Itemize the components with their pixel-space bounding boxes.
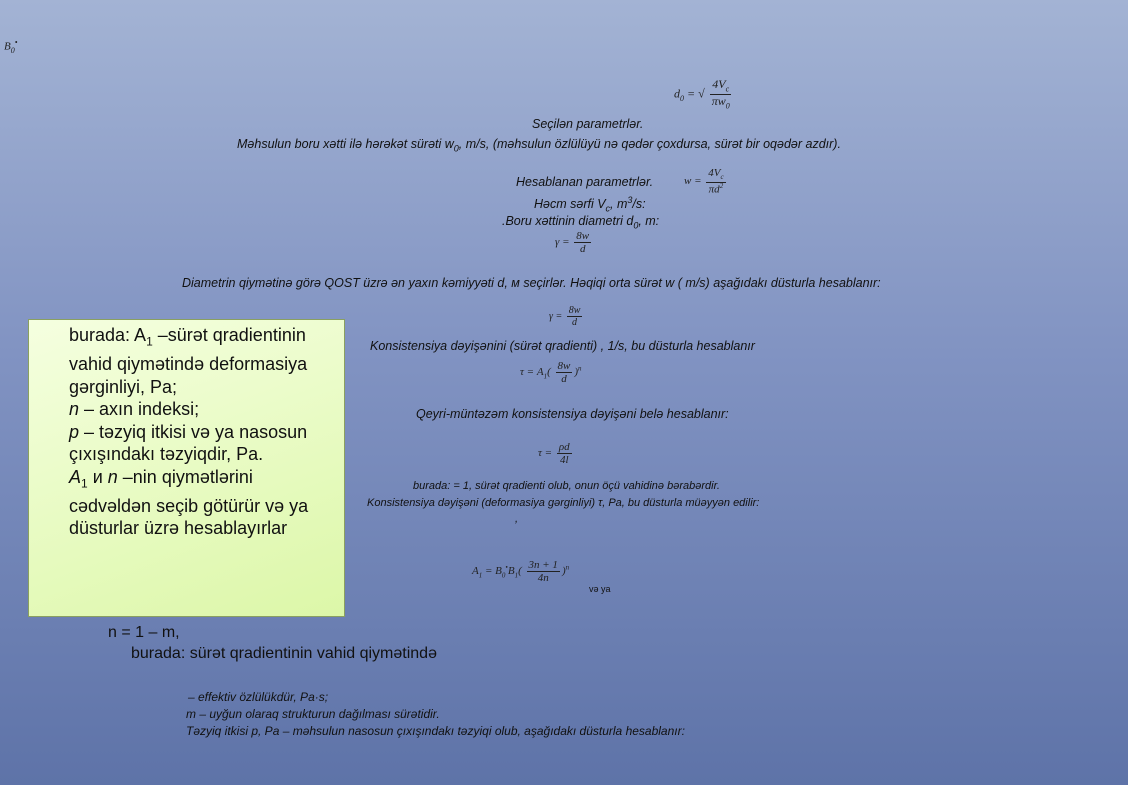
tau1-denominator: d bbox=[561, 373, 567, 386]
volume-flow-label: Həcm sərfi $V_c$, $m^3/s$: bbox=[534, 195, 646, 214]
calc-params-heading: Hesablanan parametrlər. bbox=[516, 175, 654, 189]
box-line-a1-n: $A_1$ и n –nin qiymətlərini cədvəldən seçib götürür və ya düsturlar üzrə hesablayırlar bbox=[69, 466, 309, 539]
tau1-numerator: 8w bbox=[557, 360, 571, 372]
gamma2-fraction bbox=[567, 305, 583, 328]
burada-consistency-text: Konsistensiya dəyişəni (deformasiya gərginliyi) τ, Pa, bu düsturla müəyyən edilir: bbox=[367, 497, 760, 509]
d0-numerator: $4V_c$ bbox=[712, 77, 730, 94]
selected-params-heading: Seçilən parametrlər. bbox=[532, 117, 644, 131]
box-line-a1: burada: $A_1$ –sürət qradientinin vahid qiymətində deformasiya gərginliyi, Pa; bbox=[69, 325, 308, 397]
corner-b-symbol: B bbox=[4, 40, 11, 53]
ve-ya-text: və ya bbox=[589, 584, 611, 594]
gamma1-numerator: 8w bbox=[576, 230, 590, 242]
tau2-denominator: 4l bbox=[559, 454, 569, 467]
gamma-formula-2: γ = $\frac{8w}{d}$ bbox=[549, 305, 581, 328]
comma-mark: , bbox=[515, 513, 519, 525]
pressure-loss-text: Təzyiq itkisi p, Pa – məhsulun nasosun çıxışındakı təzyiqi olub, aşağıdakı düsturla hesablanır: bbox=[186, 724, 685, 738]
corner-formula-b0: $B_0^•$ bbox=[4, 38, 18, 55]
a1-formula: $A_1 = B_0^•B_1$( $\frac{3n + 1}{4n}$ )$^n$ bbox=[472, 559, 570, 585]
definitions-box bbox=[28, 319, 345, 617]
a1-fraction bbox=[527, 559, 560, 584]
tau1-fraction bbox=[556, 360, 573, 385]
d0-formula: $d_0$ = √ $\frac{4V_c}{\pi w_0}$ bbox=[674, 77, 730, 111]
velocity-description: Məhsulun boru xətti ilə hərəkət sürəti $w_0$, m/s, (məhsulun özlülüyü nə qədər çoxdursa, sürət bir oqədər azdır). bbox=[237, 137, 841, 154]
tau2-numerator: ρd bbox=[558, 441, 570, 453]
effective-viscosity-text: – effektiv özlülükdür, Pa·s; bbox=[188, 690, 329, 704]
gamma-formula-1: γ = $\frac{8w}{d}$ bbox=[555, 230, 590, 256]
non-uniform-text: Qeyri-müntəzəm konsistensiya dəyişəni belə hesablanır: bbox=[416, 407, 729, 421]
w-fraction bbox=[706, 167, 725, 196]
box-line-n: n – axın indeksi; bbox=[69, 399, 200, 420]
a1-numerator: 3n + 1 bbox=[528, 559, 558, 571]
box-line-p: p – təzyiq itkisi və ya nasosun çıxışındakı təzyiqdir, Pa. bbox=[69, 421, 308, 465]
tau-formula-1: $\tau = A_1$( $\frac{8w}{d}$ )$^n$ bbox=[520, 360, 582, 386]
n-equals-formula: n = 1 – m, bbox=[108, 624, 180, 641]
a1-denominator: 4n bbox=[537, 572, 549, 585]
gamma1-fraction bbox=[574, 230, 591, 255]
tau-formula-2: τ = $\frac{\rho d}{4l}$ bbox=[538, 441, 570, 467]
d0-fraction bbox=[710, 78, 732, 111]
diameter-gost-text: Diametrin qiymətinə görə QOST üzrə ən yaxın kəmiyyəti d, м seçirlər. Həqiqi orta sürət w ( m/s) aşağıdakı düsturla hesablanır: bbox=[182, 276, 881, 290]
w-numerator: $4V_c$ bbox=[708, 167, 724, 182]
w-formula: w = $\frac{4V_c}{\pi d^2}$ bbox=[684, 167, 724, 196]
w-denominator: $\pi d^2$ bbox=[708, 181, 724, 196]
tau2-fraction bbox=[557, 441, 572, 466]
d0-denominator: $\pi w_0$ bbox=[711, 94, 730, 111]
m-definition-text: m – uyğun olaraq strukturun dağılması sürətidir. bbox=[186, 707, 440, 721]
gamma2-numerator: 8w bbox=[568, 305, 581, 316]
gamma2-denominator: d bbox=[572, 317, 578, 328]
gamma1-denominator: d bbox=[579, 243, 586, 256]
pipe-diameter-label: .Boru xəttinin diametri $d_0$, m: bbox=[502, 214, 660, 231]
burada-gradient-text: burada: = 1, sürət qradienti olub, onun öçü vahidinə bərabərdir. bbox=[413, 480, 720, 492]
burada-bottom-text: burada: sürət qradientinin vahid qiymətində bbox=[131, 645, 437, 662]
d0-lhs: d bbox=[674, 86, 680, 101]
consistency-change-text: Konsistensiya dəyişənini (sürət qradienti) , 1/s, bu düsturla hesablanır bbox=[370, 339, 755, 353]
